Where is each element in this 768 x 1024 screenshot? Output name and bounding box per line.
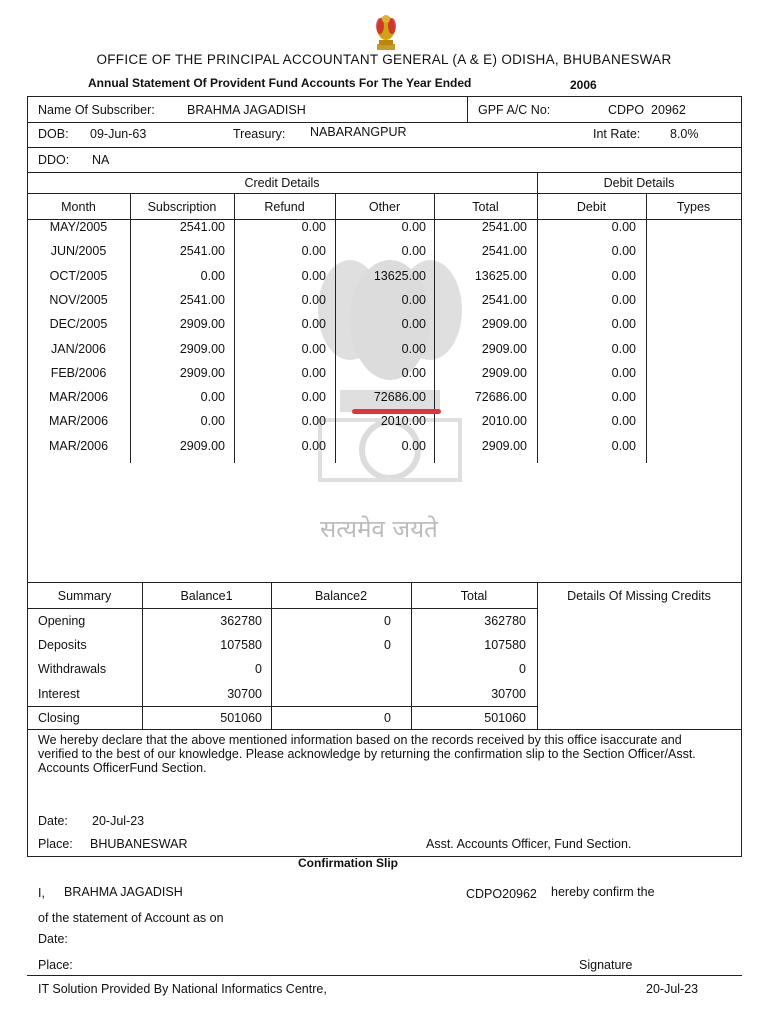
row-cell: 0.00 — [301, 317, 326, 332]
row-cell: 2010.00 — [380, 414, 426, 429]
row-month: MAY/2005 — [49, 220, 108, 234]
row-month: FEB/2006 — [50, 365, 107, 380]
row-cell: 0.00 — [301, 292, 326, 307]
summary-cell: 0 — [384, 638, 391, 653]
rate-label: Int Rate: — [593, 127, 641, 141]
row-cell: 0.00 — [611, 244, 636, 259]
summary-cell: 0 — [384, 710, 391, 725]
treasury-value: NABARANGPUR — [310, 125, 407, 139]
row-cell: 0.00 — [401, 365, 426, 380]
row-cell: 0.00 — [301, 390, 326, 405]
row-cell: 2909.00 — [179, 438, 225, 453]
row-cell: 0.00 — [611, 268, 636, 283]
row-cell: 0.00 — [611, 365, 636, 380]
row-cell: 0.00 — [401, 317, 426, 332]
footer-provider: IT Solution Provided By National Informatics Centre, — [38, 982, 327, 996]
summary-row-label: Deposits — [38, 638, 87, 653]
declaration-line-2: verified to the best of our knowledge. Please acknowledge by returning the confirmation slip to the Section Officer/Asst. — [38, 747, 696, 761]
national-emblem-logo — [371, 10, 401, 52]
row-cell: 2909.00 — [481, 365, 527, 380]
row-cell: 2909.00 — [179, 365, 225, 380]
gpf-number: CDPO 20962 — [608, 103, 686, 117]
summary-row-label: Withdrawals — [38, 662, 107, 677]
row-cell: 2010.00 — [481, 414, 527, 429]
row-cell: 0.00 — [401, 220, 426, 234]
summary-cell: 30700 — [491, 686, 526, 701]
row-cell: 2541.00 — [179, 292, 225, 307]
row-cell: 0.00 — [611, 390, 636, 405]
row-cell: 0.00 — [301, 220, 326, 234]
row-month: MAR/2006 — [48, 438, 109, 453]
row-cell: 0.00 — [301, 414, 326, 429]
summary-cell: 107580 — [220, 638, 262, 653]
signature-label: Signature — [579, 958, 633, 972]
summary-cell: 107580 — [484, 638, 526, 653]
confirmation-name: BRAHMA JAGADISH — [64, 885, 183, 899]
confirmation-i-label: I, — [38, 886, 45, 900]
summary-cell: 501060 — [484, 710, 526, 725]
ashoka-emblem-watermark — [300, 240, 480, 530]
row-month: MAR/2006 — [48, 414, 109, 429]
row-cell: 2541.00 — [481, 220, 527, 234]
row-month: OCT/2005 — [49, 268, 108, 283]
rate-value: 8.0% — [670, 127, 699, 141]
summary-row-label: Opening — [38, 614, 86, 628]
credit-details-title: Credit Details — [244, 176, 320, 190]
summary-cell: 501060 — [220, 710, 262, 725]
summary-header: Summary — [57, 589, 112, 603]
row-cell: 0.00 — [401, 341, 426, 356]
declaration-place-label: Place: — [38, 837, 73, 851]
row-month: JUN/2005 — [50, 244, 107, 259]
summary-cell: 0 — [519, 662, 526, 677]
row-cell: 0.00 — [611, 220, 636, 234]
row-cell: 13625.00 — [373, 268, 426, 283]
row-month: NOV/2005 — [49, 292, 108, 307]
row-cell: 2541.00 — [481, 244, 527, 259]
row-cell: 0.00 — [611, 341, 636, 356]
row-cell: 0.00 — [200, 390, 225, 405]
row-cell: 2541.00 — [179, 220, 225, 234]
row-cell: 72686.00 — [373, 390, 426, 405]
row-month: MAR/2006 — [48, 390, 109, 405]
row-cell: 0.00 — [200, 268, 225, 283]
summary-cell: 0 — [255, 662, 262, 677]
confirmation-date-label: Date: — [38, 932, 68, 946]
row-cell: 0.00 — [200, 414, 225, 429]
row-cell: 2909.00 — [481, 341, 527, 356]
row-cell: 2541.00 — [179, 244, 225, 259]
row-cell: 0.00 — [611, 414, 636, 429]
summary-cell: 362780 — [220, 614, 262, 628]
col-header-debit: Debit — [576, 200, 607, 214]
summary-header: Total — [460, 589, 488, 603]
row-cell: 2909.00 — [481, 317, 527, 332]
officer-signatory: Asst. Accounts Officer, Fund Section. — [426, 837, 632, 851]
dob-value: 09-Jun-63 — [90, 127, 147, 141]
summary-cell: 362780 — [484, 614, 526, 628]
confirmation-text: hereby confirm the — [551, 885, 655, 899]
debit-details-title: Debit Details — [603, 176, 675, 190]
row-cell: 0.00 — [301, 244, 326, 259]
ddo-value: NA — [92, 153, 110, 167]
summary-header: Details Of Missing Credits — [567, 589, 711, 603]
summary-header: Balance1 — [180, 589, 233, 603]
row-month: JAN/2006 — [51, 341, 106, 356]
row-cell: 0.00 — [611, 317, 636, 332]
dob-label: DOB: — [38, 127, 69, 141]
statement-year: 2006 — [570, 78, 597, 92]
declaration-line-3: Accounts OfficerFund Section. — [38, 761, 207, 775]
summary-row-label: Interest — [38, 686, 80, 701]
gpf-label: GPF A/C No: — [478, 103, 551, 117]
subscriber-name-label: Name Of Subscriber: — [38, 103, 155, 117]
summary-cell: 0 — [384, 614, 391, 628]
statement-text: of the statement of Account as on — [38, 911, 224, 925]
row-cell: 0.00 — [401, 438, 426, 453]
row-cell: 0.00 — [611, 292, 636, 307]
declaration-date-label: Date: — [38, 814, 68, 828]
watermark-motto: सत्यमेव जयते — [320, 515, 438, 543]
confirmation-place-label: Place: — [38, 958, 73, 972]
declaration-line-1: We hereby declare that the above mentioned information based on the records received by this office isaccurate and — [38, 733, 682, 747]
row-cell: 72686.00 — [474, 390, 527, 405]
statement-subtitle: Annual Statement Of Provident Fund Accounts For The Year Ended — [88, 76, 472, 90]
footer-date: 20-Jul-23 — [646, 982, 699, 996]
office-title: OFFICE OF THE PRINCIPAL ACCOUNTANT GENERAL (A & E) ODISHA, BHUBANESWAR — [96, 52, 672, 67]
subscriber-name: BRAHMA JAGADISH — [187, 103, 306, 117]
summary-cell: 30700 — [227, 686, 262, 701]
row-cell: 0.00 — [401, 244, 426, 259]
row-month: DEC/2005 — [49, 317, 108, 332]
col-header-refund: Refund — [264, 200, 305, 214]
summary-header: Balance2 — [314, 589, 368, 603]
row-cell: 13625.00 — [474, 268, 527, 283]
declaration-date: 20-Jul-23 — [92, 814, 145, 828]
col-header-types: Types — [676, 200, 711, 214]
summary-row-label: Closing — [38, 710, 80, 725]
confirmation-account: CDPO20962 — [466, 887, 537, 901]
ddo-label: DDO: — [38, 153, 70, 167]
row-cell: 2909.00 — [179, 317, 225, 332]
row-cell: 0.00 — [401, 292, 426, 307]
col-header-subscription: Subscription — [147, 200, 217, 214]
treasury-label: Treasury: — [233, 127, 286, 141]
row-cell: 2909.00 — [179, 341, 225, 356]
confirmation-title: Confirmation Slip — [298, 856, 398, 870]
row-cell: 0.00 — [301, 341, 326, 356]
col-header-total: Total — [472, 200, 499, 214]
row-cell: 0.00 — [611, 438, 636, 453]
red-highlight-mark — [352, 409, 441, 414]
col-header-month: Month — [61, 200, 96, 214]
row-cell: 2541.00 — [481, 292, 527, 307]
col-header-other: Other — [368, 200, 401, 214]
declaration-place: BHUBANESWAR — [90, 837, 188, 851]
row-cell: 0.00 — [301, 268, 326, 283]
row-cell: 2909.00 — [481, 438, 527, 453]
row-cell: 0.00 — [301, 365, 326, 380]
row-cell: 0.00 — [301, 438, 326, 453]
